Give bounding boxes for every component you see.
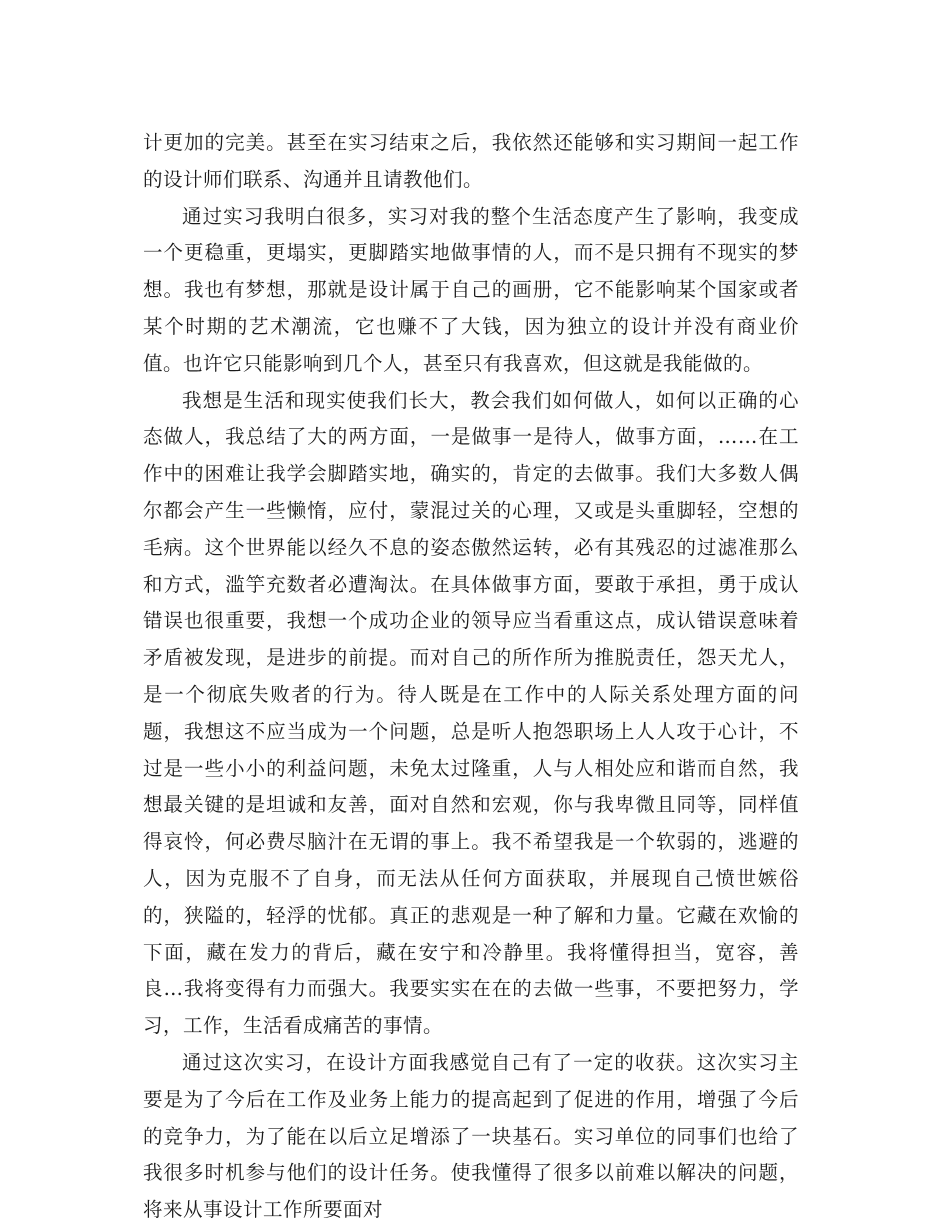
paragraph: 通过实习我明白很多，实习对我的整个生活态度产生了影响，我变成一个更稳重，更塌实，更脚踏实地做事情的人，而不是只拥有不现实的梦想。我也有梦想，那就是设计属于自己的画册，它不能影响某个国家或者某个时期的艺术潮流，它也赚不了大钱，因为独立的设计并没有商业价值。也许它只能影响到几个人，甚至只有我喜欢，但这就是我能做的。	[143, 204, 799, 375]
paragraph: 通过这次实习，在设计方面我感觉自己有了一定的收获。这次实习主要是为了今后在工作及业务上能力的提高起到了促进的作用，增强了今后的竞争力，为了能在以后立足增添了一块基石。实习单位的同事们也给了我很多时机参与他们的设计任务。使我懂得了很多以前难以解决的问题，将来从事设计工作所要面对	[143, 1050, 799, 1222]
paragraph: 我想是生活和现实使我们长大，教会我们如何做人，如何以正确的心态做人，我总结了大的两方面，一是做事一是待人，做事方面，……在工作中的困难让我学会脚踏实地，确实的，肯定的去做事。我们大多数人偶尔都会产生一些懒惰，应付，蒙混过关的心理，又或是头重脚轻，空想的毛病。这个世界能以经久不息的姿态傲然运转，必有其残忍的过滤准那么和方式，滥竽充数者必遭淘汰。在具体做事方面，要敢于承担，勇于成认错误也很重要，我想一个成功企业的领导应当看重这点，成认错误意味着矛盾被发现，是进步的前提。而对自己的所作所为推脱责任，怨天尤人，是一个彻底失败者的行为。待人既是在工作中的人际关系处理方面的问题，我想这不应当成为一个问题，总是听人抱怨职场上人人攻于心计，不过是一些小小的利益问题，未免太过隆重，人与人相处应和谐而自然，我想最关键的是坦诚和友善，面对自然和宏观，你与我卑微且同等，同样值得哀怜，何必费尽脑汁在无谓的事上。我不希望我是一个软弱的，逃避的人，因为克服不了自身，而无法从任何方面获取，并展现自己愤世嫉俗的，狭隘的，轻浮的忧郁。真正的悲观是一种了解和力量。它藏在欢愉的下面，藏在发力的背后，藏在安宁和冷静里。我将懂得担当，宽容，善良…我将变得有力而强大。我要实实在在的去做一些事，不要把努力，学习，工作，生活看成痛苦的事情。	[143, 388, 799, 1038]
document-body	[143, 125, 799, 1229]
paragraph-continuation: 计更加的完美。甚至在实习结束之后，我依然还能够和实习期间一起工作的设计师们联系、沟通并且请教他们。	[143, 131, 799, 191]
